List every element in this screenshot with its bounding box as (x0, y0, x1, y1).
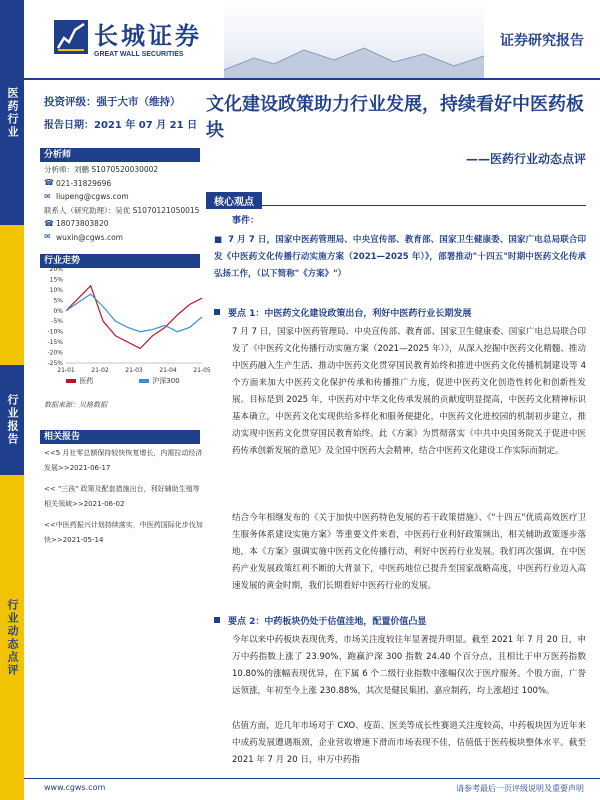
phone-icon: ☎ (44, 178, 54, 188)
square-bullet-icon (214, 309, 220, 315)
analyst-info (44, 163, 204, 244)
side-tab-industry: 医药行业 (0, 0, 24, 225)
report-subtitle: ——医药行业动态点评 (465, 152, 586, 166)
logo-text-en: GREAT WALL SECURITIES (94, 51, 184, 58)
legend-item-pharma (66, 376, 93, 386)
series-line-hs300 (66, 294, 202, 332)
related-section-head: 相关报告 (40, 430, 200, 444)
header-divider (24, 78, 600, 80)
company-logo (54, 16, 202, 58)
x-tick-label: 21-05 (193, 367, 211, 374)
y-tick-label: 0% (53, 307, 63, 315)
footer-url[interactable]: www.cgws.com (44, 783, 106, 792)
series-line-pharma (66, 286, 202, 349)
events-label: 事件： (232, 216, 260, 226)
page-header (24, 0, 600, 78)
x-tick-label: 21-04 (159, 367, 177, 374)
paragraph-1: 7 月 7 日，国家中医药管理局、中央宣传部、教育部、国家卫生健康委、国家广电总局联合印发了《中医药文化传播行动实施方案（2021—2025 年）》，从深入挖掘中医药文化精髓、推动中医药融入生产生活、推动中医药文化贯穿国民教育始终和推进中医药文化传播机制建设等 4 个方面来加大中医药文化保护传承和传播推广力度，促进中医药文化创造性转化和创新性发展。目标是到 2025 年，中医药对中华文化传承发展的贡献度明显提高，中医药文化精神标识基本确立，中医药文化实现供给多样化和服务便捷化，中医药文化进校园的机制初步建立，推动实现中医药文化贯穿国民教育始终。此《方案》为贯彻落实《中共中央国务院关于促进中医药传承创新发展的意见》及全国中医药大会精神，结合中医药文化建设工作实际而制定。 (232, 327, 586, 456)
paragraph-2: 结合今年相继发布的《关于加快中医药特色发展的若干政策措施》、《"十四五"优质高效医疗卫生服务体系建设实施方案》等重要文件来看，中医药行业利好政策频出，相关辅助政策逐步落地，本《方案》强调实施中医药文化传播行动，利好中医药行业发展。我们再次强调，在中医药产业发展政策红利不断的大背景下，中医药地位已提升至国家战略高度，中医药行业迈入高速发展的黄金时期，我们长期看好中医药行业的发展。 (232, 513, 586, 591)
y-tick-label: -20% (47, 349, 63, 357)
y-tick-label: -25% (47, 360, 63, 367)
side-tab-report: 行业报告 (0, 365, 24, 475)
y-tick-label: 15% (49, 276, 63, 284)
footer-disclaimer: 请参考最后一页评级说明及重要声明 (456, 784, 584, 793)
phone-icon: ☎ (44, 218, 54, 228)
contact-phone-row (44, 217, 204, 231)
analyst-email[interactable]: liupeng@cgws.com (56, 192, 129, 201)
related-report-item[interactable]: <<中医药振兴计划持续落实，中医药国际化步伐加快>>2021-05-14 (44, 521, 203, 544)
paragraph-3: 今年以来中药板块表现优秀，市场关注度较往年显著提升明显。截至 2021 年 7 月 20 日，申万中药指数上涨了 23.90%，跑赢沪深 300 指数 24.40 个百分点，且相比于申万医药指数 10.80%的涨幅表现优异，在下属 6 个二级行业指数中涨幅仅次于医疗服务。个股方面，广誉远领涨，年初至今上涨 230.88%，其次是健民集团、嘉应制药，均上涨超过 100%。 (232, 635, 586, 696)
related-reports (44, 446, 204, 554)
legend-label-pharma: 医药 (79, 377, 94, 385)
y-tick-label: -15% (47, 339, 63, 347)
x-tick-label: 21-02 (91, 367, 109, 374)
contact-email-row[interactable] (44, 231, 204, 245)
legend-swatch-hs300 (139, 379, 149, 383)
chart-source: 数据来源：贝格数据 (44, 401, 107, 409)
key-point-2-text: 要点 2：中药板块仍处于估值洼地，配置价值凸显 (228, 617, 427, 627)
contact-phone: 18073803820 (56, 219, 109, 228)
side-tab-comment: 行业动态点评 (0, 475, 24, 800)
bullet-icon: ■ (214, 235, 223, 245)
report-title: 文化建设政策助力行业发展，持续看好中医药板块 (206, 94, 584, 141)
analyst-email-row[interactable] (44, 190, 204, 204)
legend-item-hs300 (139, 376, 179, 386)
page-footer (24, 778, 600, 800)
email-icon: ✉ (44, 232, 51, 242)
y-tick-label: 5% (53, 297, 63, 305)
core-viewpoint-head (206, 190, 586, 206)
legend-swatch-pharma (66, 379, 76, 383)
event-paragraph (214, 232, 586, 283)
key-point-1-text: 要点 1：中医药文化建设政策出台，利好中医药行业长期发展 (228, 309, 472, 319)
x-tick-label: 21-01 (57, 367, 75, 374)
logo-text-cn: 长城证券 (94, 21, 202, 50)
analyst-section-head: 分析师 (40, 148, 200, 162)
industry-trend-chart (40, 258, 211, 388)
related-report-item[interactable]: << "三孩" 政策及配套措施出台，利好辅助生殖等相关领域>>2021-06-02 (44, 485, 200, 508)
paragraph-4: 估值方面，近几年市场对于 CXO、疫苗、医美等成长性赛道关注度较高，中药板块因为近年来中成药发展遭遇瓶颈，企业营收增速下滑而市场表现不佳，估值低于医药板块整体水平。截至 2021 年 7 月 20 日，申万中药指 (232, 721, 586, 765)
y-tick-label: 20% (49, 266, 63, 273)
logo-mark-icon (54, 20, 88, 54)
investment-rating: 投资评级：强于大市（维持） (44, 96, 181, 108)
square-bullet-icon (214, 617, 220, 623)
event-text: 7 月 7 日，国家中医药管理局、中央宣传部、教育部、国家卫生健康委、国家广电总局联合印发《中医药文化传播行动实施方案（2021—2025 年）》，部署推动"十四五"时期中医药文化传承弘扬工作，（以下简称"《方案》"） (214, 235, 586, 279)
y-tick-label: -5% (51, 318, 63, 326)
key-point-1 (214, 306, 586, 319)
contact-name: 联系人（研究助理）：吴优 S1070121050015 (44, 205, 200, 215)
key-point-2 (214, 614, 586, 627)
great-wall-ridge (224, 40, 484, 78)
core-viewpoint-label: 核心观点 (206, 192, 262, 209)
legend-label-hs300: 沪深300 (152, 377, 180, 385)
chart-section-head: 行业走势 (40, 254, 200, 268)
chart-legend (40, 376, 206, 386)
x-tick-label: 21-03 (125, 367, 143, 374)
report-type: 证券研究报告 (500, 33, 584, 49)
related-report-item[interactable]: <<5 月社零总额保持较快恢复增长，内需拉动经济发展>>2021-06-17 (44, 449, 203, 472)
y-tick-label: 10% (49, 286, 63, 294)
analyst-name: 分析师：刘鹏 S1070520030002 (44, 165, 159, 174)
contact-email[interactable]: wuxin@cgws.com (56, 232, 123, 242)
analyst-phone-row (44, 177, 204, 191)
email-icon: ✉ (44, 191, 51, 201)
report-date: 报告日期：2021 年 07 月 21 日 (44, 120, 198, 131)
analyst-phone: 021-31829696 (56, 178, 112, 188)
y-tick-label: -10% (47, 328, 63, 336)
side-tab-blank (0, 225, 24, 365)
